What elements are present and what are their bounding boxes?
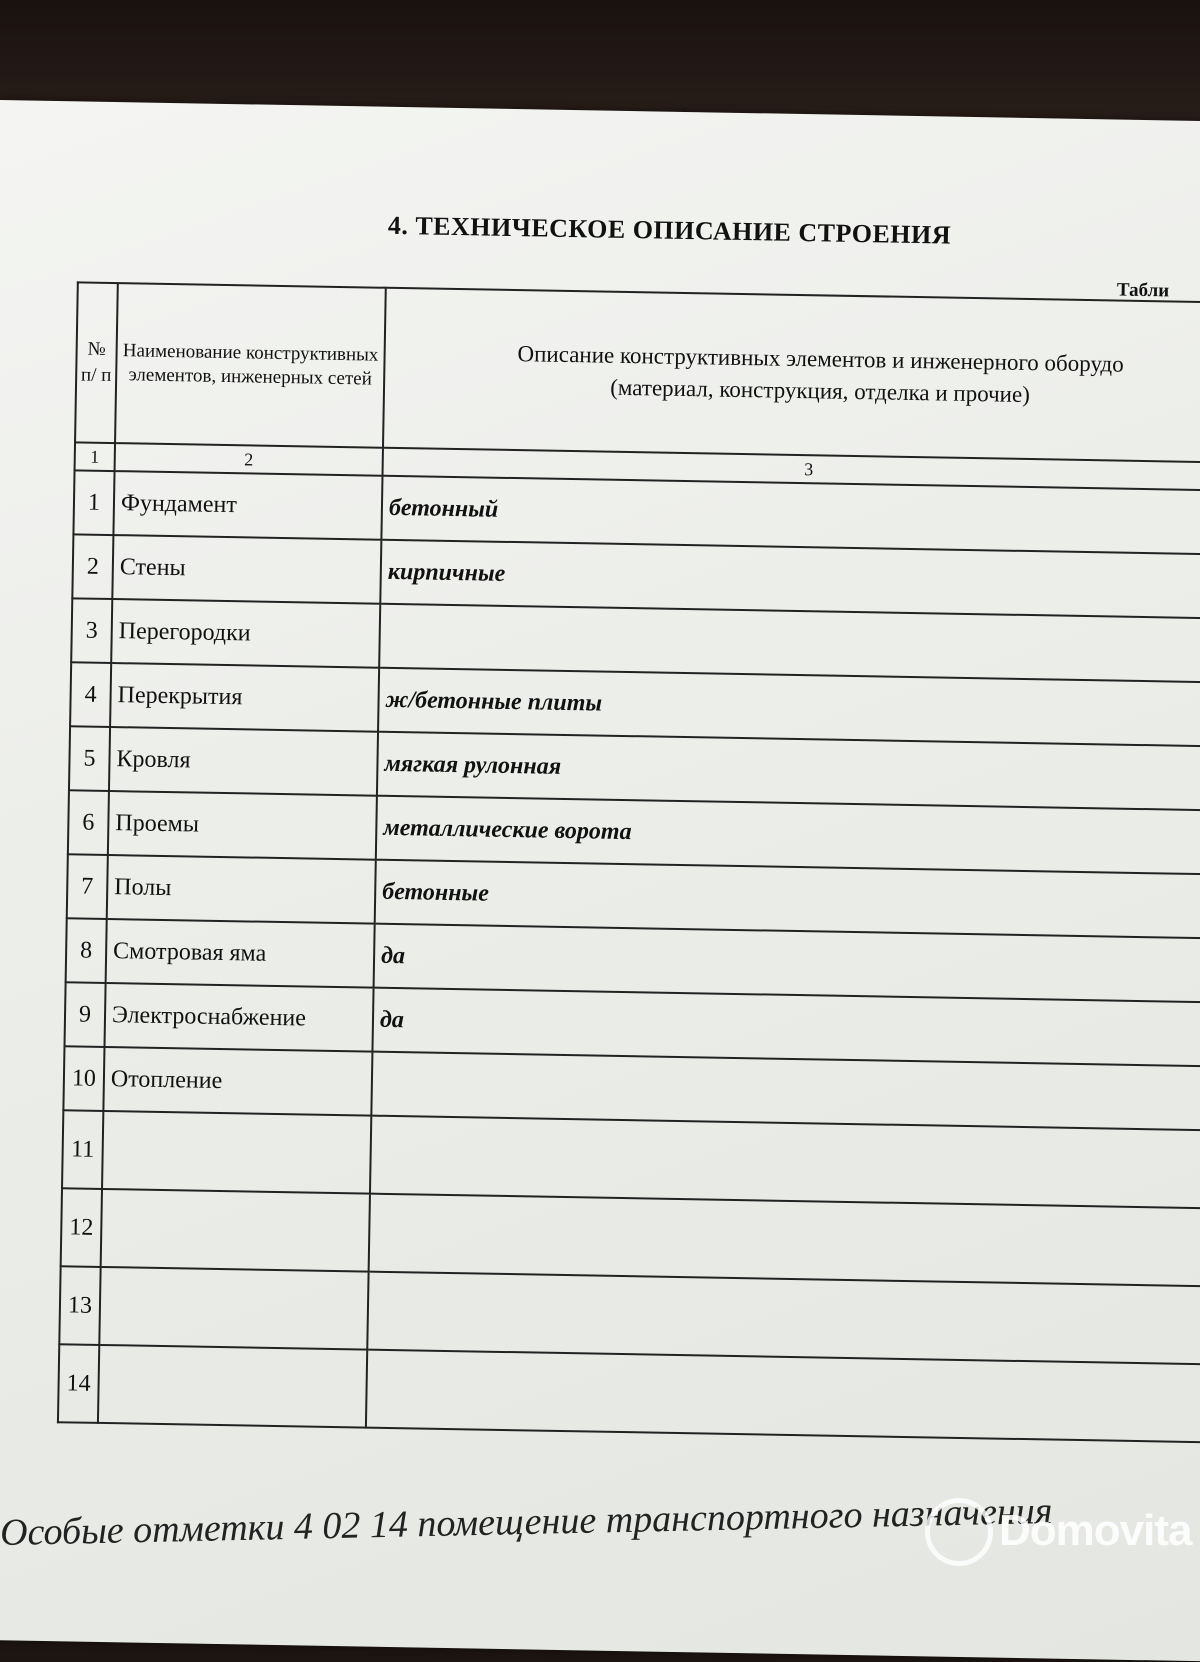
element-description bbox=[369, 1194, 1200, 1287]
element-description: бетонные bbox=[375, 860, 1200, 939]
element-name: Стены bbox=[112, 535, 381, 604]
element-description: бетонный bbox=[381, 476, 1200, 555]
element-description: металлические ворота bbox=[376, 796, 1200, 875]
row-number: 10 bbox=[63, 1046, 104, 1111]
technical-description-table bbox=[57, 281, 1200, 1443]
element-name: Перекрытия bbox=[110, 663, 379, 732]
row-number: 2 bbox=[72, 534, 113, 599]
element-description: да bbox=[374, 924, 1200, 1003]
element-name: Перегородки bbox=[111, 599, 380, 668]
element-name: Смотровая яма bbox=[106, 919, 375, 988]
element-name: Полы bbox=[107, 855, 376, 924]
table-label: Табли bbox=[1116, 279, 1170, 302]
header-element-name: Наименование конструктивных элементов, инженерных сетей bbox=[115, 283, 386, 448]
column-number: 2 bbox=[115, 443, 383, 476]
page-title: 4. ТЕХНИЧЕСКОЕ ОПИСАНИЕ СТРОЕНИЯ bbox=[387, 210, 952, 250]
document-sheet bbox=[0, 100, 1200, 1662]
special-notes: Особые отметки 4 02 14 помещение транспортного назначения bbox=[0, 1489, 1053, 1555]
element-name bbox=[101, 1189, 370, 1272]
element-name: Электроснабжение bbox=[104, 983, 373, 1052]
row-number: 1 bbox=[73, 470, 114, 535]
element-name: Отопление bbox=[103, 1047, 372, 1116]
row-number: 3 bbox=[71, 598, 112, 663]
element-description: мягкая рулонная bbox=[377, 732, 1200, 811]
element-description bbox=[370, 1116, 1200, 1209]
header-number: № п/ п bbox=[75, 282, 118, 443]
row-number: 11 bbox=[62, 1110, 103, 1189]
row-number: 7 bbox=[67, 854, 108, 919]
header-row bbox=[75, 282, 1200, 462]
row-number: 6 bbox=[68, 790, 109, 855]
header-description bbox=[383, 288, 1200, 463]
header-description-line2: (материал, конструкция, отделка и прочие) bbox=[610, 374, 1031, 408]
element-description: да bbox=[372, 988, 1200, 1067]
header-description-line1: Описание конструктивных элементов и инженерного оборудо bbox=[517, 341, 1124, 377]
element-description: кирпичные bbox=[380, 540, 1200, 619]
row-number: 8 bbox=[66, 918, 107, 983]
element-name: Фундамент bbox=[113, 471, 382, 540]
element-description bbox=[366, 1350, 1200, 1443]
row-number: 13 bbox=[59, 1266, 100, 1345]
element-name bbox=[98, 1345, 367, 1428]
row-number: 12 bbox=[61, 1188, 102, 1267]
element-name bbox=[99, 1267, 368, 1350]
watermark bbox=[925, 1492, 1200, 1572]
row-number: 9 bbox=[64, 982, 105, 1047]
element-name: Кровля bbox=[109, 727, 378, 796]
row-number: 5 bbox=[69, 726, 110, 791]
row-number: 14 bbox=[58, 1344, 99, 1423]
watermark-text: Domovita bbox=[999, 1506, 1192, 1555]
watermark-logo-icon bbox=[925, 1498, 993, 1566]
element-description bbox=[367, 1272, 1200, 1365]
row-number: 4 bbox=[70, 662, 111, 727]
column-number: 3 bbox=[383, 448, 1200, 491]
element-description: ж/бетонные плиты bbox=[378, 668, 1200, 747]
column-number: 1 bbox=[75, 442, 115, 471]
element-name: Проемы bbox=[108, 791, 377, 860]
element-name bbox=[102, 1111, 371, 1194]
